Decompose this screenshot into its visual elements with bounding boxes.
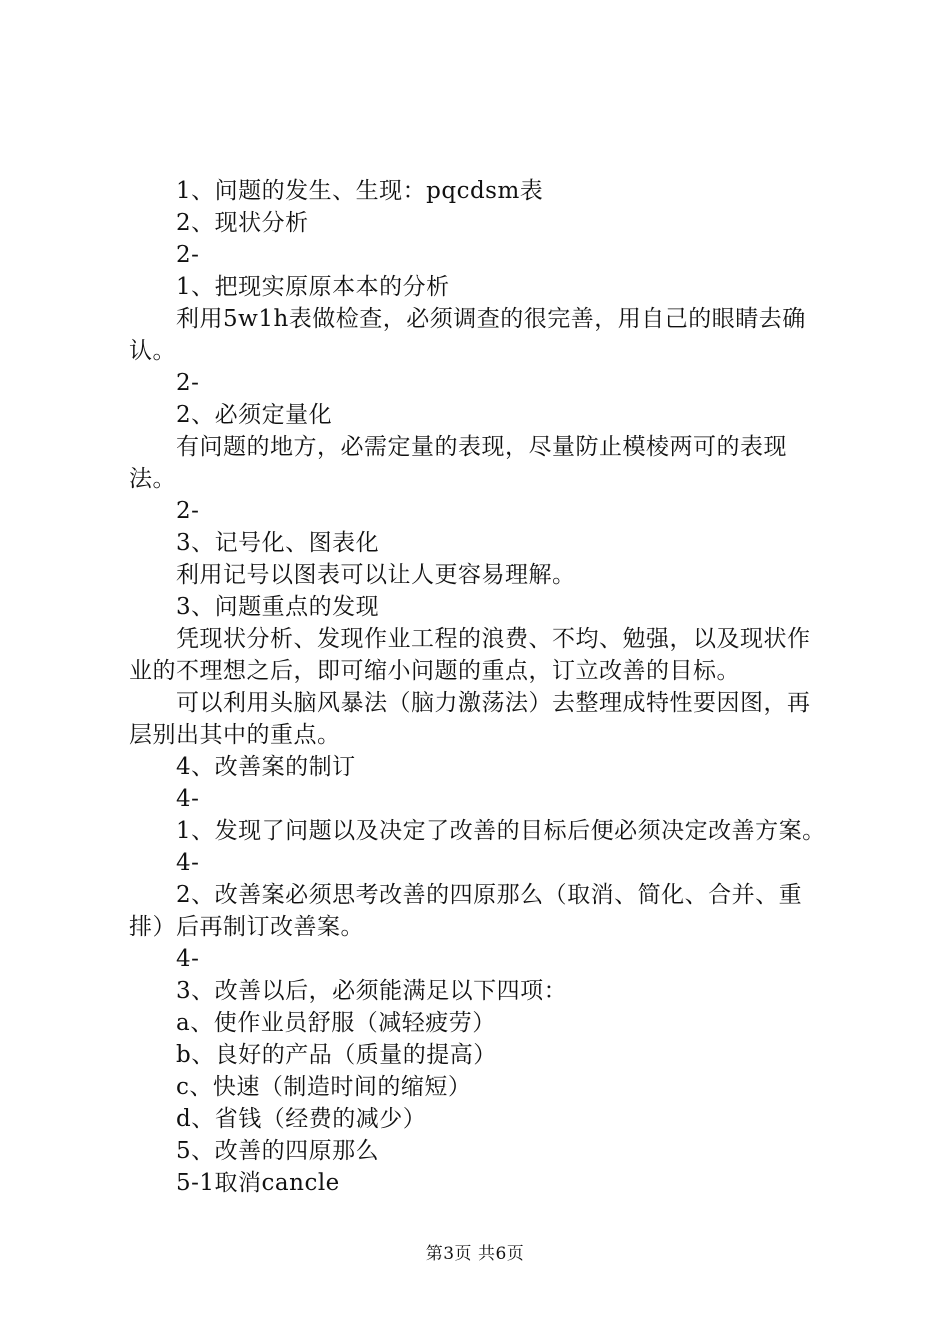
paragraph: 4、改善案的制订	[176, 754, 356, 780]
paragraph: 4-	[176, 946, 200, 972]
page-number: 第3页 共6页	[425, 1244, 525, 1264]
paragraph: 2-	[176, 242, 200, 268]
paragraph: 2、现状分析	[176, 210, 309, 236]
paragraph: 1、发现了问题以及决定了改善的目标后便必须决定改善方案。	[176, 818, 826, 844]
paragraph: 1、把现实原原本本的分析	[176, 274, 450, 300]
paragraph: 有问题的地方，必需定量的表现，尽量防止模棱两可的表现法。	[129, 434, 787, 492]
paragraph: 3、问题重点的发现	[176, 594, 380, 620]
paragraph: 4-	[176, 850, 200, 876]
paragraph: 利用5w1h表做检查，必须调查的很完善，用自己的眼睛去确认。	[129, 306, 806, 364]
paragraph: 5-1取消cancle	[176, 1170, 340, 1196]
paragraph: 3、记号化、图表化	[176, 530, 380, 556]
paragraph: 利用记号以图表可以让人更容易理解。	[176, 562, 576, 588]
document-body	[129, 175, 833, 1199]
paragraph: 凭现状分析、发现作业工程的浪费、不均、勉强，以及现状作业的不理想之后，即可缩小问题的重点，订立改善的目标。	[129, 626, 811, 684]
paragraph: 可以利用头脑风暴法（脑力激荡法）去整理成特性要因图，再层别出其中的重点。	[129, 690, 811, 748]
paragraph: 1、问题的发生、生现：pqcdsm表	[176, 178, 544, 204]
paragraph: b、良好的产品（质量的提高）	[176, 1042, 497, 1068]
paragraph: d、省钱（经费的减少）	[176, 1106, 427, 1132]
paragraph: 2-	[176, 498, 200, 524]
paragraph: 2、必须定量化	[176, 402, 333, 428]
paragraph: 4-	[176, 786, 200, 812]
paragraph: 3、改善以后，必须能满足以下四项：	[176, 978, 568, 1004]
paragraph: 2、改善案必须思考改善的四原那么（取消、简化、合并、重排）后再制订改善案。	[129, 882, 803, 940]
paragraph: 5、改善的四原那么	[176, 1138, 380, 1164]
paragraph: 2-	[176, 370, 200, 396]
page-footer	[0, 1243, 950, 1265]
paragraph: a、使作业员舒服（减轻疲劳）	[176, 1010, 496, 1036]
paragraph: c、快速（制造时间的缩短）	[176, 1074, 472, 1100]
